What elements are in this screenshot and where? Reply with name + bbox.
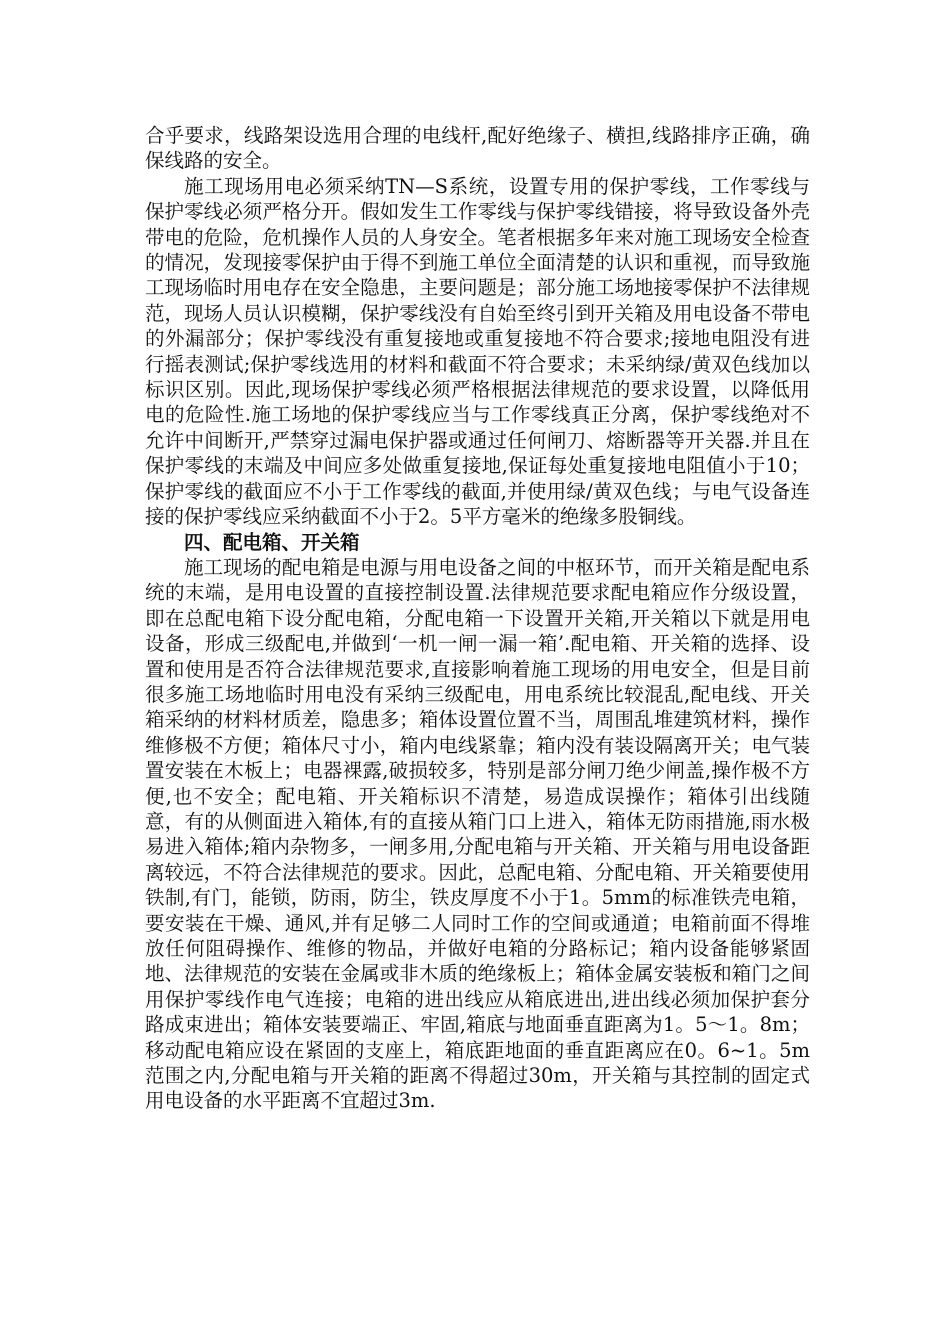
paragraph-distribution-box: 施工现场的配电箱是电源与用电设备之间的中枢环节，而开关箱是配电系统的末端，是用电设置的直接控制设置.法律规范要求配电箱应作分级设置，即在总配电箱下设分配电箱，分配电箱一下设置开关箱,开关箱以下就是用电设备，形成三级配电,并做到‘一机一闸一漏一箱’.配电箱、开关箱的选择、设置和使用是否符合法律规范要求,直接影响着施工现场的用电安全，但是目前很多施工场地临时用电没有采纳三级配电，用电系统比较混乱,配电线、开关箱采纳的材料材质差，隐患多；箱体设置位置不当，周围乱堆建筑材料，操作维修极不方便；箱体尺寸小，箱内电线紧靠；箱内没有装设隔离开关；电气装置安装在木板上；电器裸露,破损较多，特别是部分闸刀绝少闸盖,操作极不方便,也不安全；配电箱、开关箱标识不清楚，易造成误操作；箱体引出线随意，有的从侧面进入箱体,有的直接从箱门口上进入，箱体无防雨措施,雨水极易进入箱体;箱内杂物多，一闸多用,分配电箱与开关箱、开关箱与用电设备距离较远，不符合法律规范的要求。因此，总配电箱、分配电箱、开关箱要使用铁制,有门，能锁，防雨，防尘，铁皮厚度不小于1。5mm的标准铁壳电箱，要安装在干燥、通风,并有足够二人同时工作的空间或通道；电箱前面不得堆放任何阻碍操作、维修的物品，并做好电箱的分路标记；箱内设备能够紧固地、法律规范的安装在金属或非木质的绝缘板上；箱体金属安装板和箱门之间用保护零线作电气连接；电箱的进出线应从箱底进出,进出线必须加保护套分路成束进出；箱体安装要端正、牢固,箱底与地面垂直距离为1。5～1。8m；移动配电箱应设在紧固的支座上，箱底距地面的垂直距离应在0。6~1。5m范围之内,分配电箱与开关箱的距离不得超过30m，开关箱与其控制的固定式用电设备的水平距离不宜超过3m. — [145, 555, 810, 1113]
paragraph-continuation: 合乎要求，线路架设选用合理的电线杆,配好绝缘子、横担,线路排序正确，确保线路的安全。 — [145, 124, 810, 173]
section-heading: 四、配电箱、开关箱 — [184, 530, 360, 554]
document-page — [145, 123, 810, 1114]
paragraph-protective-neutral: 施工现场用电必须采纳TN—S系统，设置专用的保护零线，工作零线与保护零线必须严格分开。假如发生工作零线与保护零线错接，将导致设备外壳带电的危险，危机操作人员的人身安全。笔者根据多年来对施工现场安全检查的情况，发现接零保护由于得不到施工单位全面清楚的认识和重视，而导致施工现场临时用电存在安全隐患，主要问题是；部分施工场地接零保护不法律规范，现场人员认识模糊，保护零线没有自始至终引到开关箱及用电设备不带电的外漏部分；保护零线没有重复接地或重复接地不符合要求;接地电阻没有进行摇表测试;保护零线选用的材料和截面不符合要求；未采纳绿/黄双色线加以标识区别。因此,现场保护零线必须严格根据法律规范的要求设置，以降低用电的危险性.施工场地的保护零线应当与工作零线真正分离，保护零线绝对不允许中间断开,严禁穿过漏电保护器或通过任何闸刀、熔断器等开关器.并且在保护零线的末端及中间应多处做重复接地,保证每处重复接地电阻值小于10；保护零线的截面应不小于工作零线的截面,并使用绿/黄双色线；与电气设备连接的保护零线应采纳截面不小于2。5平方毫米的绝缘多股铜线。 — [145, 174, 810, 529]
